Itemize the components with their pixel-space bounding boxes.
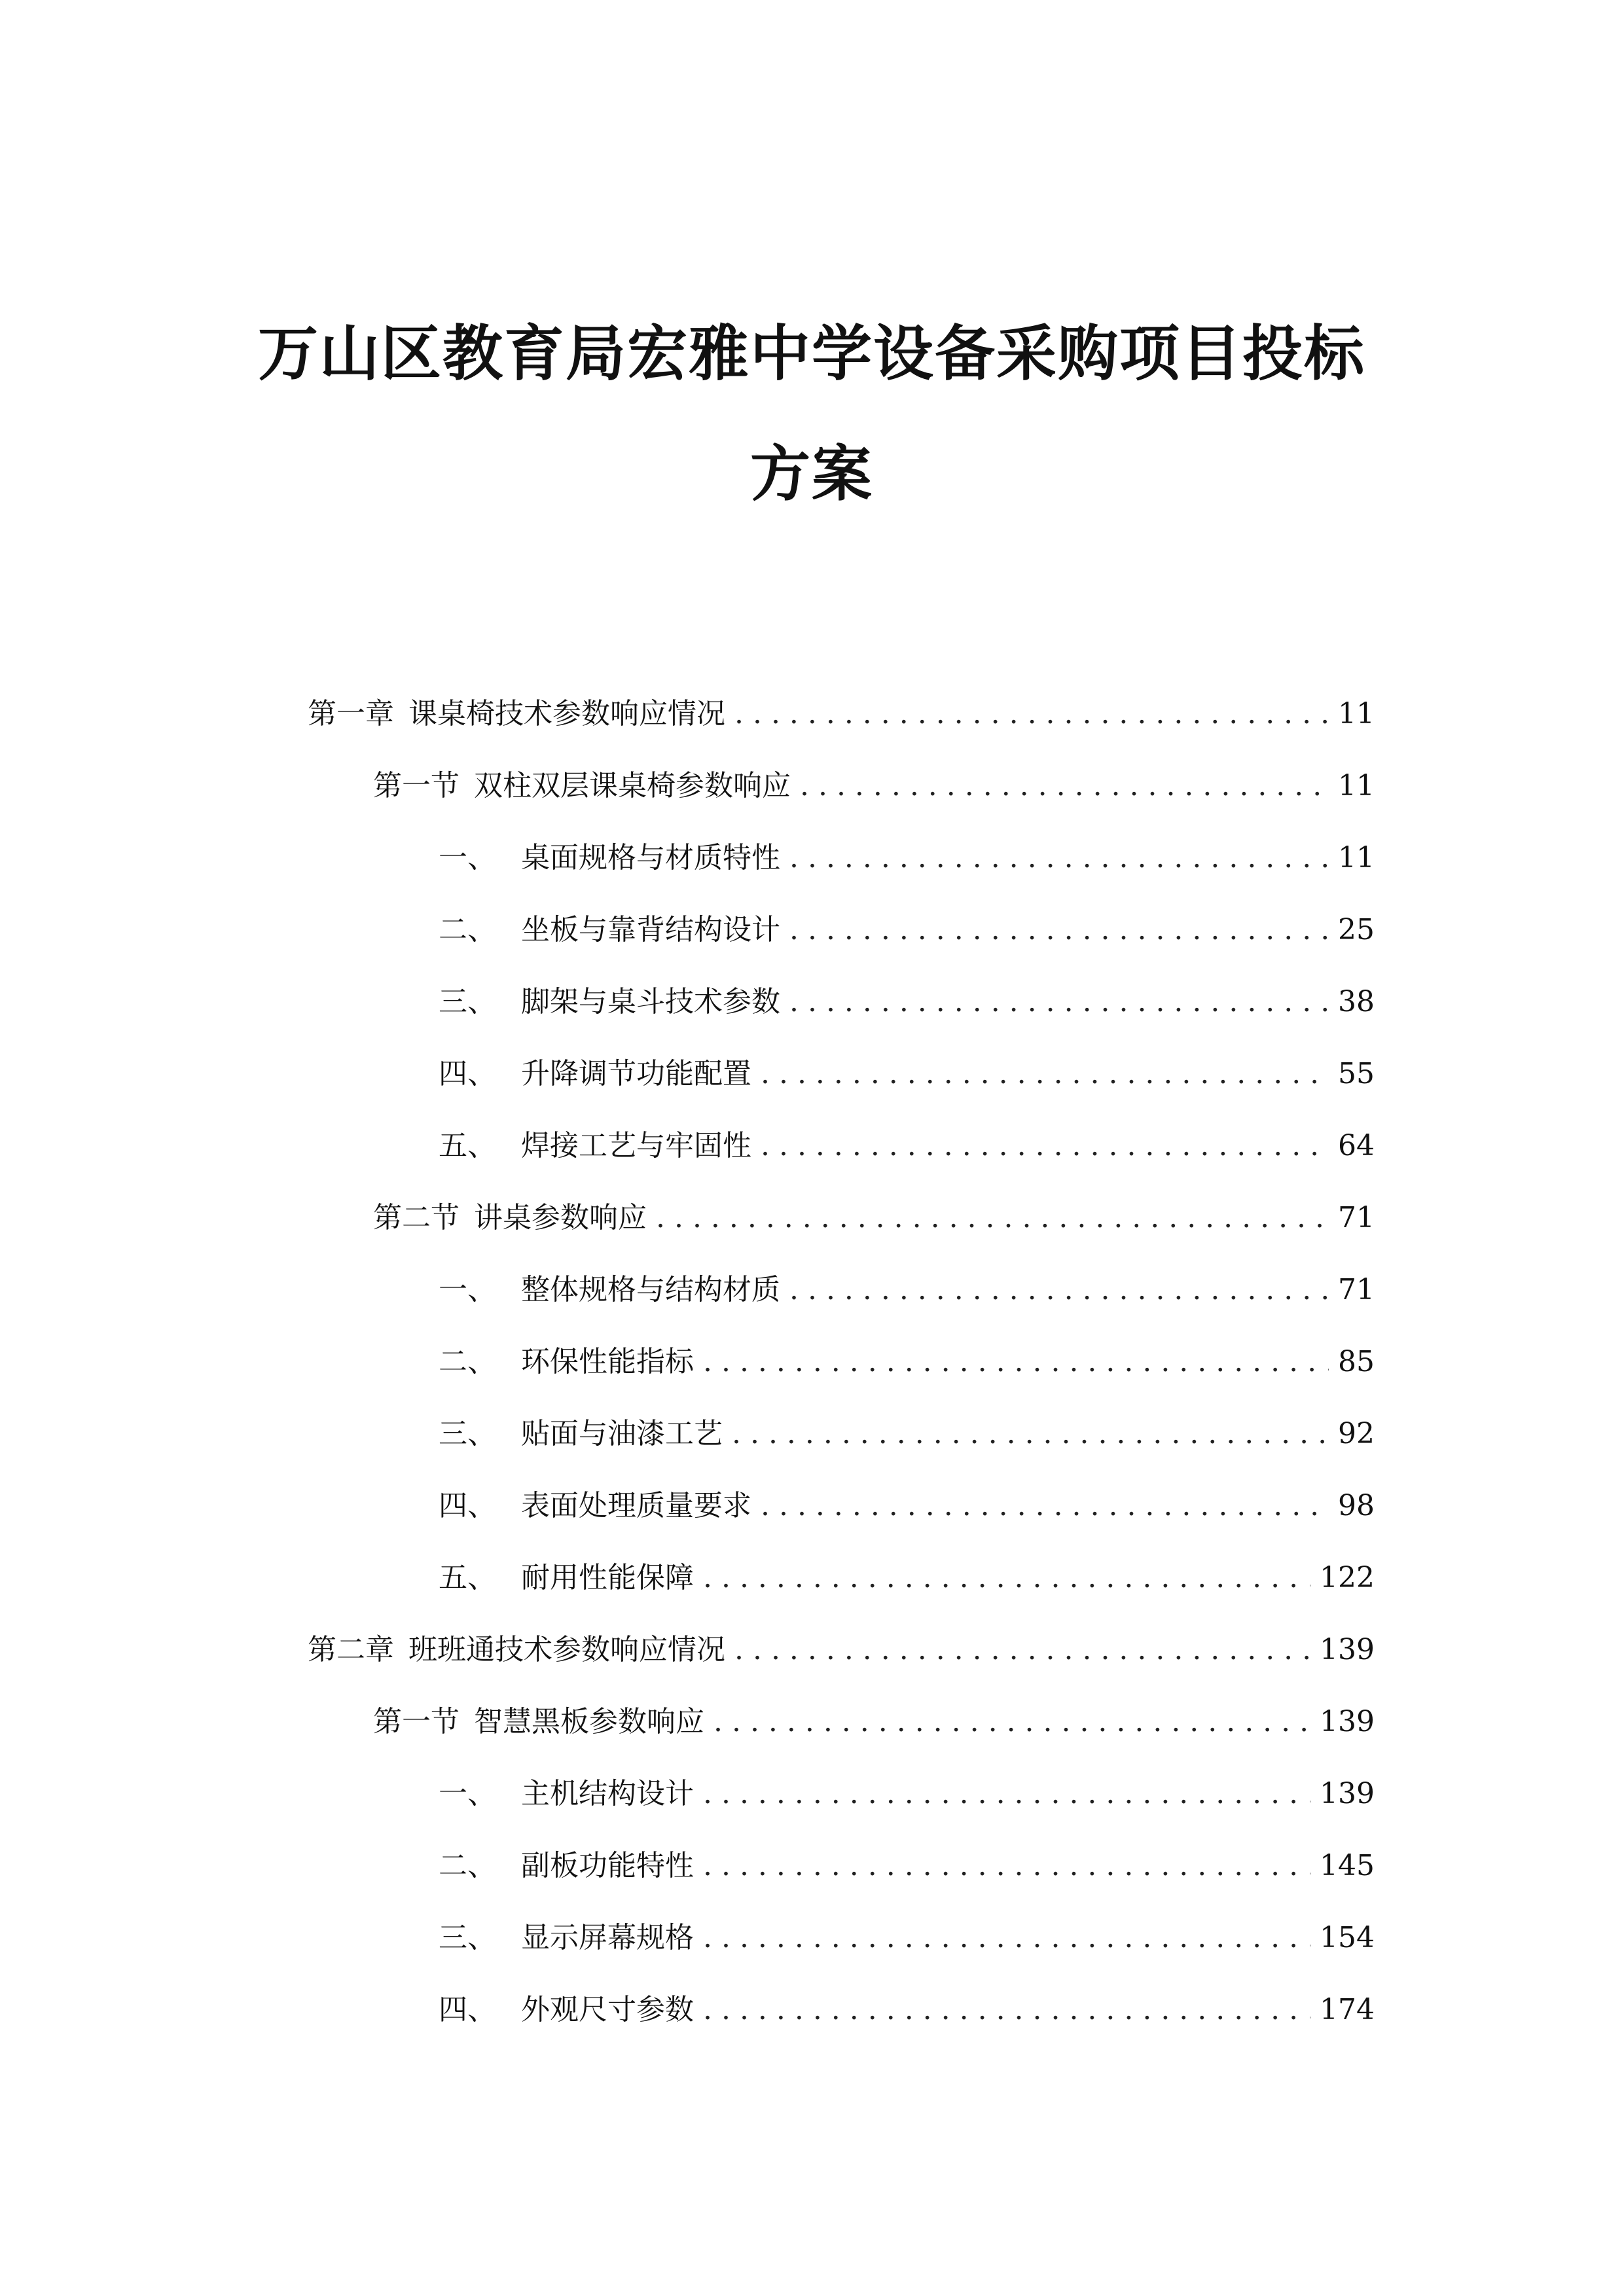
toc-entry[interactable] bbox=[308, 763, 1375, 835]
toc-entry-number: 一、 bbox=[439, 841, 496, 874]
toc-entry-page-number: 11 bbox=[1338, 769, 1375, 802]
toc-entry[interactable] bbox=[308, 1483, 1375, 1555]
toc-dot-leader bbox=[703, 1339, 1329, 1385]
toc-entry-page-number: 71 bbox=[1338, 1273, 1375, 1306]
toc-entry-page-number: 11 bbox=[1338, 697, 1375, 730]
toc-entry[interactable] bbox=[308, 1627, 1375, 1699]
toc-entry-label: 整体规格与结构材质 bbox=[521, 1273, 780, 1306]
toc-entry[interactable] bbox=[308, 835, 1375, 907]
toc-dot-leader bbox=[789, 907, 1329, 953]
toc-entry-number: 第一节 bbox=[373, 769, 460, 802]
toc-dot-leader bbox=[789, 1267, 1329, 1313]
toc-entry[interactable] bbox=[308, 1123, 1375, 1195]
toc-entry[interactable] bbox=[308, 1915, 1375, 1987]
toc-dot-leader bbox=[761, 1051, 1329, 1097]
toc-entry-page-number: 139 bbox=[1320, 1777, 1375, 1810]
toc-entry-page-number: 55 bbox=[1338, 1057, 1375, 1090]
toc-entry[interactable] bbox=[308, 1699, 1375, 1771]
toc-dot-leader bbox=[734, 1627, 1310, 1673]
toc-entry-label: 外观尺寸参数 bbox=[521, 1993, 694, 2026]
toc-entry-number: 二、 bbox=[439, 1849, 496, 1882]
document-title bbox=[196, 318, 1427, 509]
toc-entry-label: 双柱双层课桌椅参数响应 bbox=[474, 769, 791, 802]
toc-entry-label: 耐用性能保障 bbox=[521, 1561, 694, 1594]
toc-entry-label: 智慧黑板参数响应 bbox=[474, 1705, 704, 1738]
toc-entry-number: 三、 bbox=[439, 985, 496, 1018]
toc-entry-number: 四、 bbox=[439, 1993, 496, 2026]
toc-entry-label: 表面处理质量要求 bbox=[521, 1489, 751, 1522]
toc-entry-number: 第一章 bbox=[308, 697, 394, 730]
toc-entry[interactable] bbox=[308, 1267, 1375, 1339]
toc-entry[interactable] bbox=[308, 1195, 1375, 1267]
title-line-1: 万山区教育局宏雅中学设备采购项目投标 bbox=[257, 318, 1365, 389]
toc-entry-label: 显示屏幕规格 bbox=[521, 1921, 694, 1954]
toc-entry-label: 焊接工艺与牢固性 bbox=[521, 1129, 751, 1162]
toc-entry[interactable] bbox=[308, 979, 1375, 1051]
toc-dot-leader bbox=[789, 835, 1329, 881]
toc-entry-label: 升降调节功能配置 bbox=[521, 1057, 751, 1090]
toc-entry-number: 第二节 bbox=[373, 1201, 460, 1234]
toc-dot-leader bbox=[761, 1123, 1329, 1169]
toc-dot-leader bbox=[703, 1987, 1310, 2033]
toc-entry-page-number: 92 bbox=[1338, 1417, 1375, 1450]
toc-dot-leader bbox=[734, 691, 1329, 737]
toc-dot-leader bbox=[761, 1483, 1329, 1529]
toc-entry-page-number: 25 bbox=[1338, 913, 1375, 946]
toc-entry-number: 第二章 bbox=[308, 1633, 394, 1666]
toc-entry-page-number: 139 bbox=[1320, 1633, 1375, 1666]
toc-dot-leader bbox=[656, 1195, 1329, 1241]
toc-entry-number: 二、 bbox=[439, 913, 496, 946]
toc-entry-number: 三、 bbox=[439, 1921, 496, 1954]
toc-entry-number: 三、 bbox=[439, 1417, 496, 1450]
toc-entry-page-number: 64 bbox=[1338, 1129, 1375, 1162]
toc-entry-number: 五、 bbox=[439, 1129, 496, 1162]
toc-entry-page-number: 174 bbox=[1320, 1993, 1375, 2026]
title-line-2: 方案 bbox=[749, 439, 873, 509]
toc-entry[interactable] bbox=[308, 1339, 1375, 1411]
toc-entry-number: 一、 bbox=[439, 1273, 496, 1306]
toc-dot-leader bbox=[789, 979, 1329, 1025]
toc-dot-leader bbox=[800, 763, 1329, 809]
toc-entry-page-number: 154 bbox=[1320, 1921, 1375, 1954]
toc-entry[interactable] bbox=[308, 1987, 1375, 2059]
toc-entry[interactable] bbox=[308, 1051, 1375, 1123]
toc-entry-number: 第一节 bbox=[373, 1705, 460, 1738]
toc-dot-leader bbox=[703, 1771, 1310, 1817]
toc-entry-label: 副板功能特性 bbox=[521, 1849, 694, 1882]
toc-entry-label: 主机结构设计 bbox=[521, 1777, 694, 1810]
toc-entry-number: 一、 bbox=[439, 1777, 496, 1810]
toc-entry-label: 课桌椅技术参数响应情况 bbox=[408, 697, 725, 730]
toc-entry[interactable] bbox=[308, 1555, 1375, 1627]
toc-entry-page-number: 38 bbox=[1338, 985, 1375, 1018]
toc-dot-leader bbox=[713, 1699, 1310, 1745]
toc-entry-page-number: 11 bbox=[1338, 841, 1375, 874]
toc-entry[interactable] bbox=[308, 1843, 1375, 1915]
toc-entry-page-number: 71 bbox=[1338, 1201, 1375, 1234]
toc-entry-label: 讲桌参数响应 bbox=[474, 1201, 647, 1234]
toc-entry[interactable] bbox=[308, 1771, 1375, 1843]
toc-dot-leader bbox=[703, 1555, 1310, 1601]
toc-entry[interactable] bbox=[308, 691, 1375, 763]
toc-entry-label: 班班通技术参数响应情况 bbox=[408, 1633, 725, 1666]
toc-entry-page-number: 122 bbox=[1320, 1561, 1375, 1594]
toc-dot-leader bbox=[703, 1915, 1310, 1961]
toc-entry-page-number: 98 bbox=[1338, 1489, 1375, 1522]
toc-entry-label: 脚架与桌斗技术参数 bbox=[521, 985, 780, 1018]
toc-entry-label: 坐板与靠背结构设计 bbox=[521, 913, 780, 946]
toc-entry-number: 二、 bbox=[439, 1345, 496, 1378]
toc-dot-leader bbox=[732, 1411, 1329, 1457]
toc-entry-label: 桌面规格与材质特性 bbox=[521, 841, 780, 874]
toc-entry-page-number: 85 bbox=[1338, 1345, 1375, 1378]
toc-entry-label: 贴面与油漆工艺 bbox=[521, 1417, 723, 1450]
toc-entry-page-number: 145 bbox=[1320, 1849, 1375, 1882]
toc-entry-label: 环保性能指标 bbox=[521, 1345, 694, 1378]
toc-dot-leader bbox=[703, 1843, 1310, 1889]
toc-entry[interactable] bbox=[308, 907, 1375, 979]
toc-entry-number: 五、 bbox=[439, 1561, 496, 1594]
table-of-contents bbox=[308, 691, 1375, 2059]
toc-entry-page-number: 139 bbox=[1320, 1705, 1375, 1738]
toc-entry[interactable] bbox=[308, 1411, 1375, 1483]
toc-entry-number: 四、 bbox=[439, 1489, 496, 1522]
toc-entry-number: 四、 bbox=[439, 1057, 496, 1090]
